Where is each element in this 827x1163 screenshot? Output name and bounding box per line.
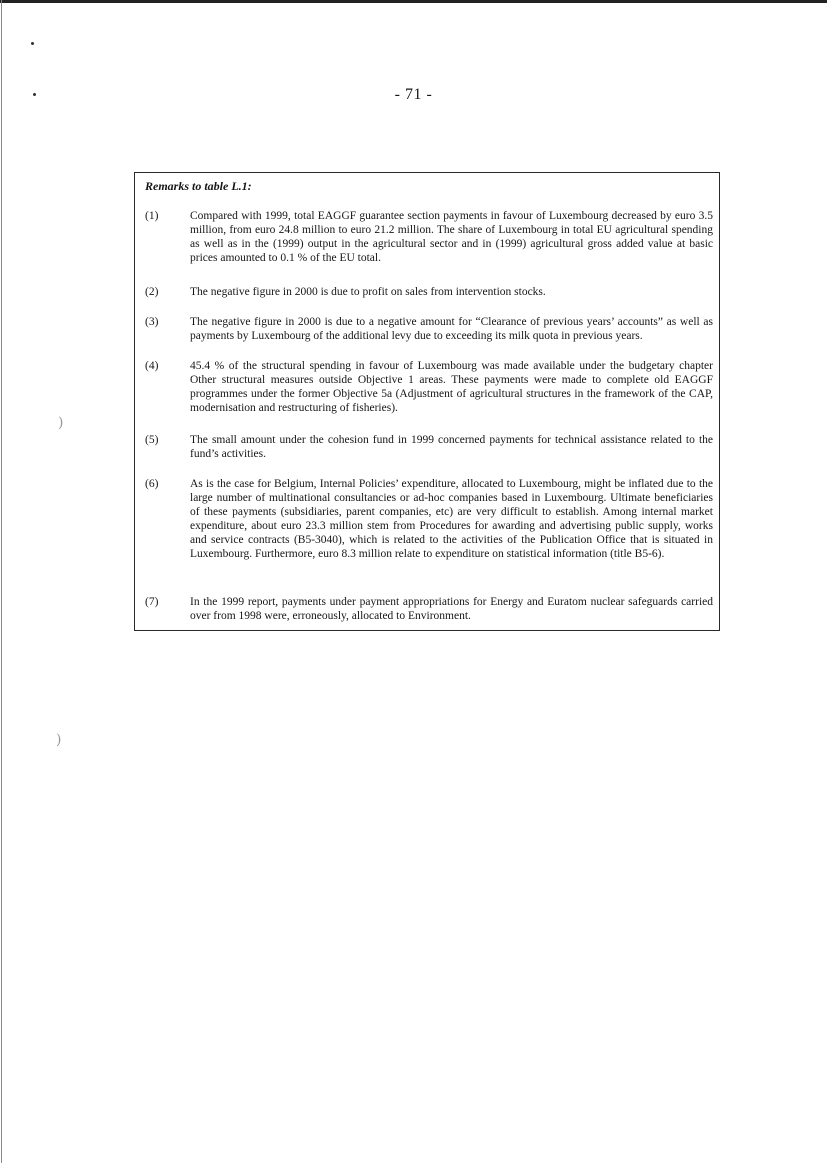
remark-number: (3) [145,316,159,328]
scan-artifact: ) [58,415,64,431]
remark-text: Compared with 1999, total EAGGF guarantee section payments in favour of Luxembourg decreased by euro 3.5 million, from euro 24.8 million to euro 21.2 million. The share of Luxembourg in total EU agricultural spending as well as in the (1999) output in the agricultural sector and in (1999) agricultural gross added value at basic prices amounted to 0.1 % of the EU total. [190,210,713,264]
remark-item [145,433,713,461]
remark-number: (4) [145,360,159,372]
remark-item [145,315,713,343]
scan-speck [31,42,34,45]
page-number: - 71 - [394,86,433,103]
remark-item [145,359,713,415]
remark-text: As is the case for Belgium, Internal Policies’ expenditure, allocated to Luxembourg, might be inflated due to the large number of multinational consultancies or ad-hoc companies based in Luxembourg. Ultimate beneficiaries of these payments (subsidiaries, parent companies, etc) are very difficult to establish. Among internal market expenditure, about euro 23.3 million stem from Procedures for awarding and advertising public supply, works and service contracts (B5-3040), which is related to the activities of the Publication Office that is situated in Luxembourg. Furthermore, euro 8.3 million relate to expenditure on statistical information (title B5-6). [190,478,713,560]
remark-text: The small amount under the cohesion fund in 1999 concerned payments for technical assistance related to the fund’s activities. [190,434,713,460]
scan-left-border [1,0,2,1163]
remark-number: (1) [145,210,159,222]
remarks-box [134,172,720,631]
remark-item [145,209,713,265]
remark-item [145,595,713,623]
remark-text: In the 1999 report, payments under payment appropriations for Energy and Euratom nuclear safeguards carried over from 1998 were, erroneously, allocated to Environment. [190,596,713,622]
scan-top-border [0,0,827,3]
remark-number: (5) [145,434,159,446]
remark-text: 45.4 % of the structural spending in favour of Luxembourg was made available under the budgetary chapter Other structural measures outside Objective 1 areas. These payments were made to complete old EAGGF programmes under the former Objective 5a (Adjustment of agricultural structures in the framework of the CAP, modernisation and restructuring of fisheries). [190,360,713,414]
scan-artifact: ) [56,732,62,748]
remark-number: (6) [145,478,159,490]
remark-item [145,285,713,299]
remark-number: (2) [145,286,159,298]
remark-text: The negative figure in 2000 is due to profit on sales from intervention stocks. [190,286,546,298]
remarks-heading: Remarks to table L.1: [145,179,252,193]
remark-item [145,477,713,561]
remark-number: (7) [145,596,159,608]
remark-text: The negative figure in 2000 is due to a negative amount for “Clearance of previous years’ accounts” as well as payments by Luxembourg of the additional levy due to exceeding its milk quota in previous years. [190,316,713,342]
